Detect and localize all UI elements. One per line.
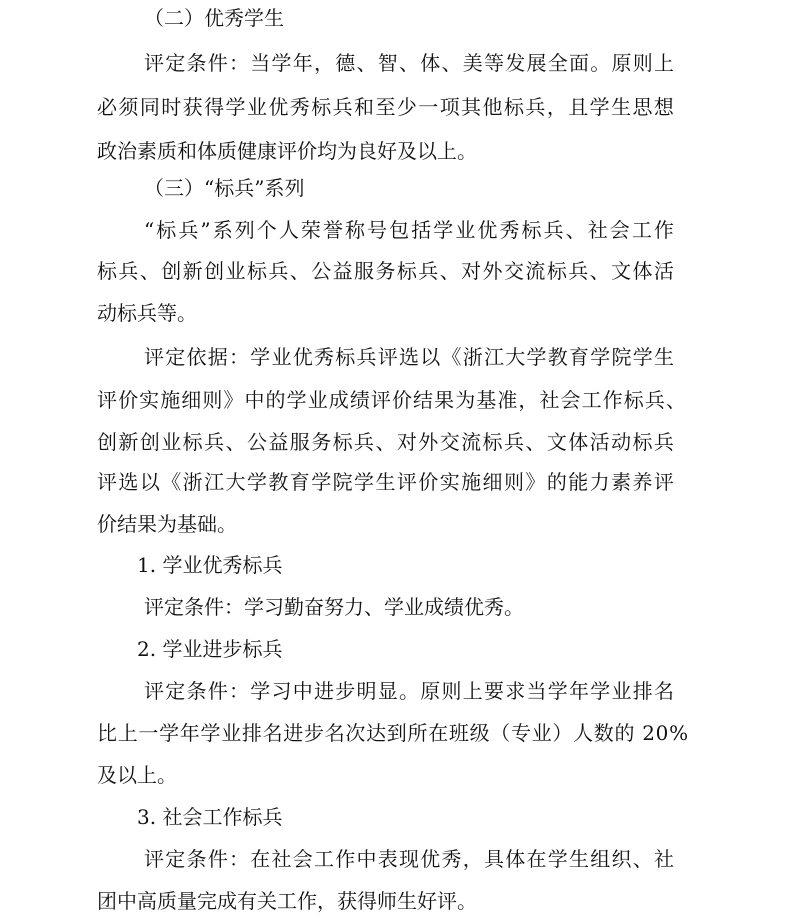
basis-line-1: 评定依据：学业优秀标兵评选以《浙江大学教育学院学生 bbox=[144, 345, 676, 369]
criteria-social-work-line-2: 团中高质量完成有关工作，获得师生好评。 bbox=[97, 889, 477, 913]
basis-line-3: 创新创业标兵、公益服务标兵、对外交流标兵、文体活动标兵 bbox=[97, 430, 676, 454]
heading-model-series: （三）“标兵”系列 bbox=[144, 176, 305, 200]
basis-line-4: 评选以《浙江大学教育学院学生评价实施细则》的能力素养评 bbox=[97, 470, 676, 494]
criteria-academic-excellence: 评定条件：学习勤奋努力、学业成绩优秀。 bbox=[144, 595, 524, 619]
heading-academic-progress: 2. 学业进步标兵 bbox=[137, 637, 283, 661]
criteria-academic-progress-line-3: 及以上。 bbox=[97, 763, 177, 787]
heading-academic-excellence: 1. 学业优秀标兵 bbox=[137, 553, 283, 577]
basis-line-2: 评价实施细则》中的学业成绩评价结果为基准，社会工作标兵、 bbox=[97, 388, 687, 412]
heading-social-work: 3. 社会工作标兵 bbox=[137, 805, 283, 829]
criteria-academic-progress-line-1: 评定条件：学习中进步明显。原则上要求当学年学业排名 bbox=[144, 679, 676, 703]
basis-line-5: 价结果为基础。 bbox=[97, 512, 237, 536]
criteria-social-work-line-1: 评定条件：在社会工作中表现优秀，具体在学生组织、社 bbox=[144, 847, 676, 871]
model-series-line-3: 动标兵等。 bbox=[97, 301, 197, 325]
criteria-excellent-student-line-2: 必须同时获得学业优秀标兵和至少一项其他标兵，且学生思想 bbox=[97, 95, 676, 119]
criteria-academic-progress-line-2: 比上一学年学业排名进步名次达到所在班级（专业）人数的 20% bbox=[97, 721, 689, 745]
model-series-line-2: 标兵、创新创业标兵、公益服务标兵、对外交流标兵、文体活 bbox=[97, 259, 676, 283]
criteria-excellent-student-line-1: 评定条件：当学年，德、智、体、美等发展全面。原则上 bbox=[144, 51, 676, 75]
criteria-excellent-student-line-3: 政治素质和体质健康评价均为良好及以上。 bbox=[97, 139, 477, 163]
heading-excellent-student: （二）优秀学生 bbox=[144, 6, 284, 30]
model-series-line-1: “标兵”系列个人荣誉称号包括学业优秀标兵、社会工作 bbox=[144, 218, 676, 242]
